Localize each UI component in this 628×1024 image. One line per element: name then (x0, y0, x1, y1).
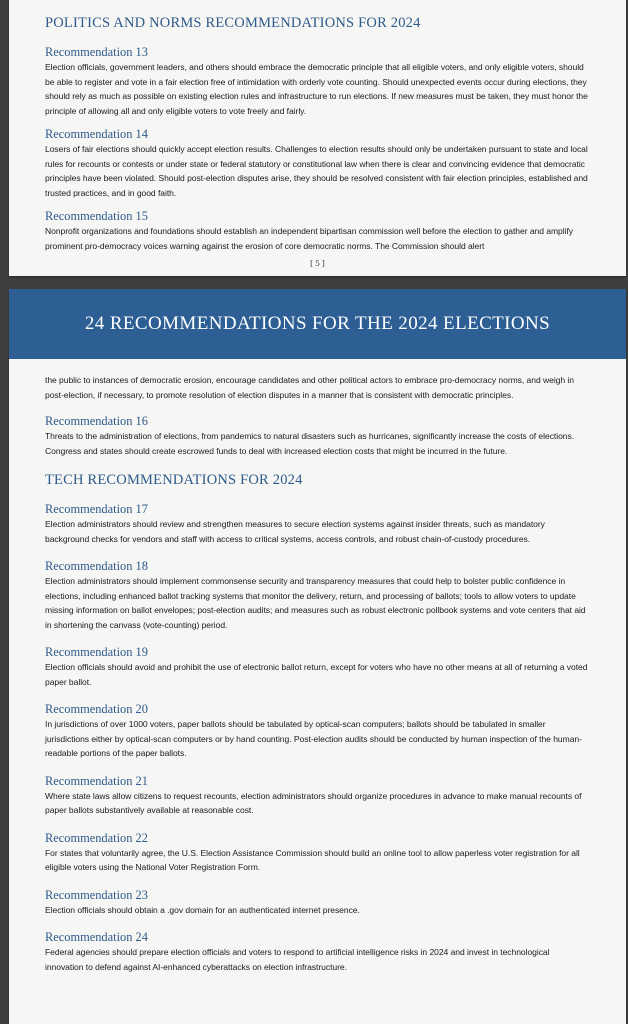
recommendation-title: Recommendation 18 (45, 559, 148, 573)
recommendation-title: Recommendation 14 (45, 127, 148, 141)
recommendation-text: Election administrators should implement commonsense security and transparency measures that could help to bolster public confidence in elections, including enhanced ballot tracking systems that monitor the delivery, return, and processing of ballots; tools to allow voters to update missing information on ballot envelopes; post-election audits; and measures such as robust electronic pollbook systems and vote centers that aid in shortening the canvass (vote-counting) period. (45, 576, 586, 630)
page-number: [ 5 ] (310, 258, 325, 268)
recommendation-22 (45, 831, 590, 875)
recommendation-text: In jurisdictions of over 1000 voters, paper ballots should be tabulated by optical-scan computers; ballots should be tabulated in smaller jurisdictions either by optical-scan computers or by hand counting. Post-election audits should be conducted by human inspection of the human-readable portions of the paper ballots. (45, 719, 582, 758)
recommendation-title: Recommendation 21 (45, 773, 148, 788)
recommendation-title: Recommendation 15 (45, 209, 148, 223)
recommendation-text: For states that voluntarily agree, the U.S. Election Assistance Commission should build an online tool to allow paperless voter registration for all eligible voters using the National Voter Registration Form. (45, 847, 580, 872)
recommendation-19 (45, 645, 590, 689)
page-content (9, 0, 626, 253)
recommendation-text: Losers of fair elections should quickly accept election results. Challenges to election results should only be undertaken pursuant to state and local rules for recounts or contests or under state or federal statutory or constitutional law when there is clear and convincing evidence that democratic principles have been violated. Should post-election disputes arise, they should be resolved consistent with fair election principles, established and trusted practices, and in good faith. (45, 144, 588, 198)
page-content (9, 359, 626, 974)
recommendation-title: Recommendation 22 (45, 830, 148, 845)
recommendation-text: Election officials should avoid and prohibit the use of electronic ballot return, except for voters who have no other means at all of returning a voted paper ballot. (45, 662, 588, 687)
recommendation-text: Election administrators should review and strengthen measures to secure election systems against insider threats, such as mandatory background checks for vendors and staff with access to critical systems, access controls, and robust chain-of-custody procedures. (45, 519, 545, 544)
section-title-politics-norms: POLITICS AND NORMS RECOMMENDATIONS FOR 2024 (45, 15, 421, 31)
recommendation-24 (45, 930, 590, 974)
recommendation-title: Recommendation 13 (45, 45, 148, 59)
recommendation-16 (45, 414, 590, 458)
recommendation-21 (45, 774, 590, 818)
recommendation-text: Where state laws allow citizens to request recounts, election administrators should organize procedures in advance to make manual recounts of paper ballots substantively available at reasonable cost. (45, 790, 582, 815)
recommendation-18 (45, 559, 590, 632)
recommendation-title: Recommendation 23 (45, 887, 148, 902)
recommendation-title: Recommendation 24 (45, 930, 148, 944)
recommendation-13 (45, 45, 590, 118)
document-page-5 (9, 0, 626, 276)
recommendation-text: Federal agencies should prepare election officials and voters to respond to artificial intelligence risks in 2024 and invest in technological innovation to defend against AI-enhanced cyberattacks on election infrastructure. (45, 947, 550, 972)
recommendation-17 (45, 502, 590, 546)
recommendation-text: Election officials, government leaders, and others should embrace the democratic principle that all eligible voters, and only eligible voters, should be able to register and vote in a fair election free of intimidation with orderly vote counting. Should unexpected events occur during elections, they should rely as much as possible on existing election rules and infrastructure to run elections. If new measures must be taken, they must honor the principle of allowing all and only eligible voters to vote freely and fairly. (45, 62, 588, 116)
recommendation-14 (45, 127, 590, 200)
recommendation-20 (45, 702, 590, 761)
recommendation-text: Threats to the administration of elections, from pandemics to natural disasters such as hurricanes, significantly increase the costs of elections. Congress and states should create escrowed funds to deal with increased election costs that might be incurred in the future. (45, 431, 575, 456)
recommendation-15 (45, 209, 590, 253)
recommendation-title: Recommendation 20 (45, 702, 148, 716)
recommendation-23 (45, 888, 590, 918)
section-title-tech: TECH RECOMMENDATIONS FOR 2024 (45, 472, 303, 488)
banner-title: 24 RECOMMENDATIONS FOR THE 2024 ELECTIONS (84, 313, 551, 334)
recommendation-title: Recommendation 17 (45, 502, 148, 516)
document-page-6 (9, 289, 626, 1024)
recommendation-text: Nonprofit organizations and foundations should establish an independent bipartisan commission well before the election to gather and amplify prominent pro-democracy voices warning against the erosion of core democratic norms. The Commission should alert (45, 226, 573, 251)
recommendation-title: Recommendation 16 (45, 414, 148, 428)
recommendation-text: Election officials should obtain a .gov domain for an authenticated internet presence. (45, 904, 360, 915)
header-banner (9, 289, 626, 359)
continued-paragraph: the public to instances of democratic erosion, encourage candidates and other political actors to embrace pro-democracy norms, and weigh in post-election, if necessary, to promote resolution of election disputes in a manner that is consistent with democratic principles. (45, 375, 574, 400)
recommendation-title: Recommendation 19 (45, 645, 148, 659)
